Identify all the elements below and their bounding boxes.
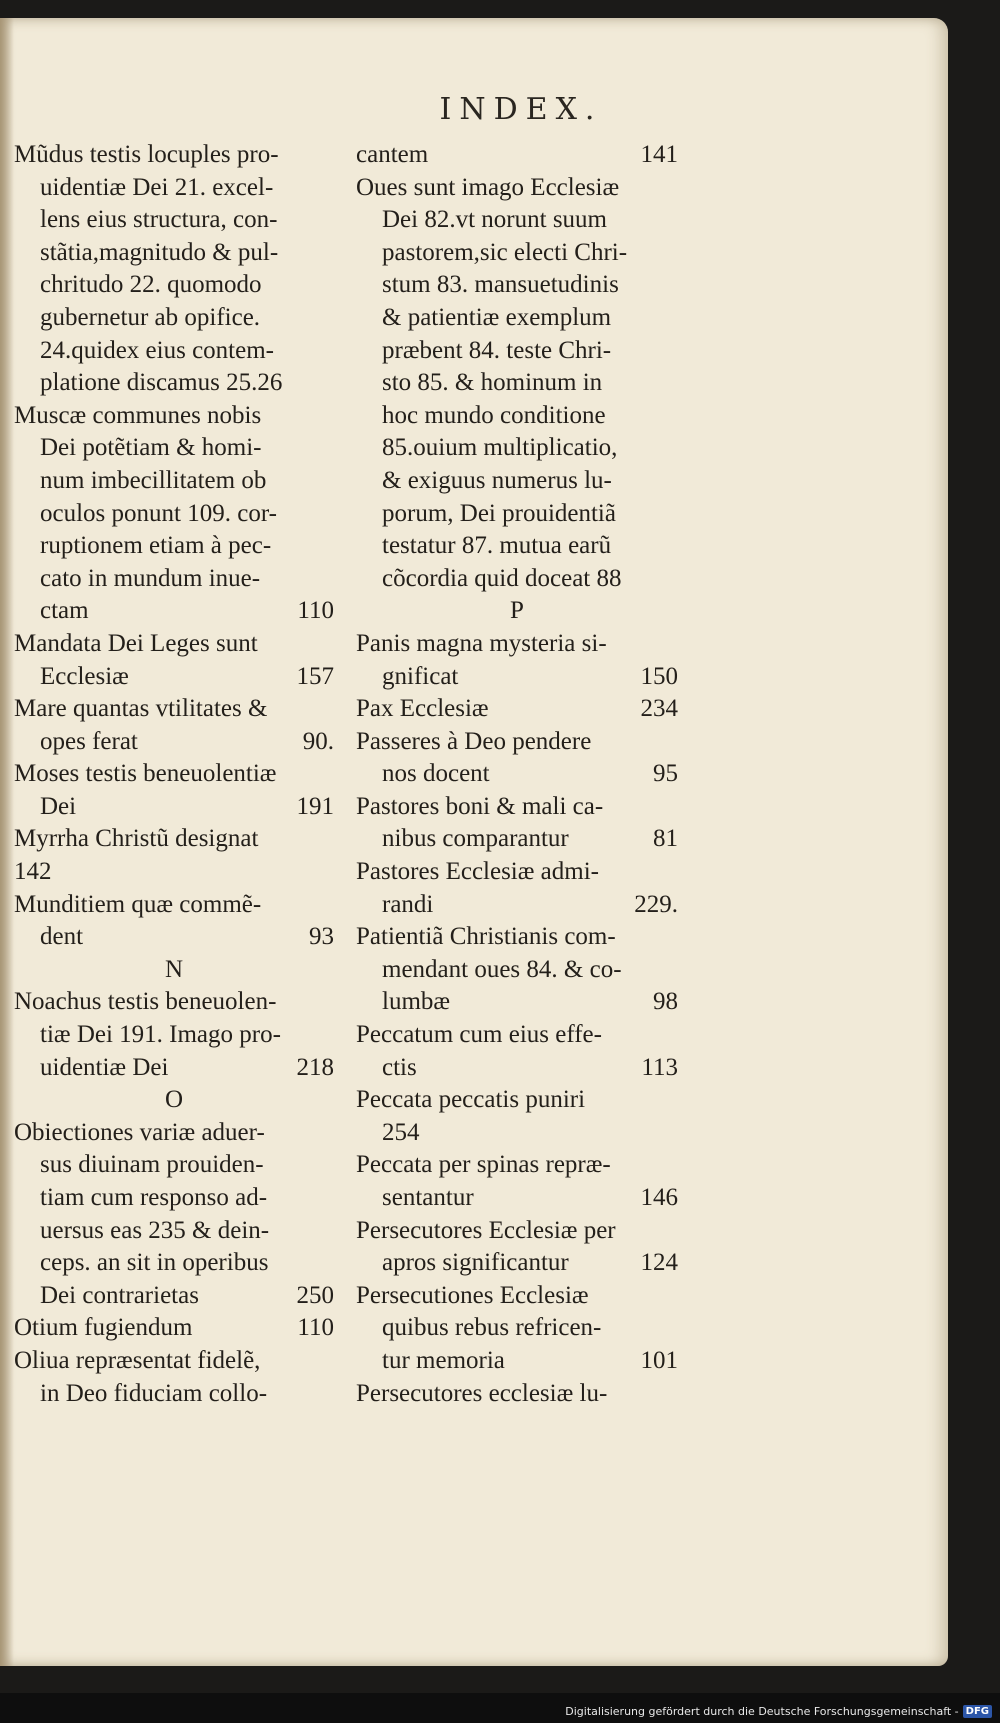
index-entry-line [14, 1345, 334, 1378]
entry-text: Peccatum cum eius effe- [356, 1021, 602, 1049]
entry-page-number: 250 [296, 1281, 334, 1309]
entry-text: Persecutiones Ecclesiæ [356, 1281, 589, 1309]
index-entry-line [14, 563, 334, 596]
entry-text: tiæ Dei 191. Imago pro- [40, 1021, 281, 1049]
index-entry-line [356, 400, 678, 433]
index-letter-heading [14, 954, 334, 987]
entry-text: 85.ouium multiplicatio, [382, 434, 618, 462]
index-entry-line [356, 661, 678, 694]
index-entry-line [356, 1312, 678, 1345]
entry-text: hoc mundo conditione [382, 401, 606, 429]
entry-text: cantem [356, 141, 429, 168]
index-entry-line [356, 954, 678, 987]
entry-text: 254 [382, 1118, 420, 1146]
index-entry-line [356, 172, 678, 205]
entry-text: N [164, 955, 184, 983]
entry-text: lens eius structura, con- [40, 206, 278, 234]
index-entry-line [14, 1247, 334, 1280]
entry-text: testatur 87. mutua earũ [382, 532, 612, 560]
entry-text: Passeres à Deo pendere [356, 727, 592, 755]
index-entry-line [14, 367, 334, 400]
index-entry-line [356, 726, 678, 759]
entry-text: ctam [40, 597, 89, 625]
index-entry-line [14, 335, 334, 368]
index-entry-line [356, 530, 678, 563]
entry-text: P [510, 597, 524, 625]
entry-text: Persecutores ecclesiæ lu- [356, 1379, 608, 1407]
dfg-logo: DFG [963, 1705, 992, 1718]
index-entry-line [356, 986, 678, 1019]
index-entry-line [356, 465, 678, 498]
entry-text: lumbæ [382, 988, 451, 1016]
index-entry-line [356, 498, 678, 531]
index-entry-line [14, 726, 334, 759]
index-entry-line [14, 237, 334, 270]
entry-text: Peccata per spinas repræ- [356, 1151, 611, 1179]
index-entry-line [14, 595, 334, 628]
entry-page-number: 101 [640, 1346, 678, 1374]
entry-text: sentantur [382, 1184, 474, 1211]
index-entry-line [356, 1149, 678, 1182]
entry-text: opes ferat [40, 727, 138, 755]
entry-page-number: 146 [640, 1184, 678, 1211]
entry-text: ceps. an sit in operibus [40, 1249, 269, 1277]
index-entry-line [14, 204, 334, 237]
entry-page-number: 229. [634, 890, 678, 918]
entry-text: Mũdus testis locuples pro- [14, 141, 279, 168]
index-entry-line [14, 1149, 334, 1182]
entry-text: Patientiã Christianis com- [356, 923, 616, 951]
index-entry-line [356, 432, 678, 465]
entry-text: tiam cum responso ad- [40, 1184, 268, 1211]
entry-text: Pastores boni & mali ca- [356, 792, 604, 820]
entry-text: Oues sunt imago Ecclesiæ [356, 173, 620, 201]
entry-text: uidentiæ Dei [40, 1053, 169, 1081]
entry-text: nibus comparantur [382, 825, 569, 853]
entry-text: Muscæ communes nobis [14, 401, 262, 429]
index-entry-line [14, 1312, 334, 1345]
index-entry-line [14, 269, 334, 302]
index-entry-line [14, 693, 334, 726]
index-entry-line [14, 758, 334, 791]
index-entry-line [14, 856, 334, 889]
page-gutter-shadow [0, 18, 14, 1666]
digitization-credit [565, 1705, 992, 1718]
index-entry-line [356, 628, 678, 661]
index-entry-line [356, 563, 678, 596]
page-header-index: INDEX. [439, 92, 603, 127]
index-entry-line [356, 889, 678, 922]
entry-text: & exiguus numerus lu- [382, 466, 612, 494]
entry-page-number: 113 [641, 1053, 678, 1081]
entry-text: O [164, 1086, 184, 1114]
index-entry-line [14, 498, 334, 531]
entry-text: pastorem,sic electi Chri- [382, 238, 628, 266]
index-entry-line [356, 1019, 678, 1052]
entry-page-number: 141 [640, 141, 678, 168]
index-entry-line [356, 823, 678, 856]
entry-text: stãtia,magnitudo & pul- [40, 238, 279, 266]
entry-text: chritudo 22. quomodo [40, 271, 262, 299]
entry-text: Dei contrarietas [40, 1281, 199, 1309]
entry-text: 142 [14, 858, 52, 886]
entry-text: præbent 84. teste Chri- [382, 336, 612, 364]
index-entry-line [14, 1378, 334, 1411]
entry-text: uersus eas 235 & dein- [40, 1216, 270, 1244]
index-letter-heading [356, 595, 678, 628]
entry-page-number: 234 [640, 695, 678, 723]
index-entry-line [14, 302, 334, 335]
index-entry-line [356, 139, 678, 172]
entry-text: gnificat [382, 662, 459, 690]
entry-text: Moses testis beneuolentiæ [14, 760, 277, 788]
index-entry-line [14, 530, 334, 563]
index-entry-line [356, 1215, 678, 1248]
index-entry-line [356, 1052, 678, 1085]
entry-text: Pastores Ecclesiæ admi- [356, 858, 599, 886]
index-letter-heading [14, 1084, 334, 1117]
index-entry-line [14, 791, 334, 824]
index-entry-line [14, 986, 334, 1019]
index-entry-line [356, 921, 678, 954]
index-entry-line [356, 204, 678, 237]
index-entry-line [14, 1182, 334, 1215]
entry-text: Pax Ecclesiæ [356, 695, 489, 723]
entry-text: Mandata Dei Leges sunt [14, 629, 258, 657]
index-entry-line [356, 335, 678, 368]
entry-text: Obiectiones variæ aduer- [14, 1118, 265, 1146]
entry-page-number: 110 [297, 597, 334, 625]
entry-text: num imbecillitatem ob [40, 466, 267, 494]
entry-page-number: 98 [653, 988, 678, 1016]
entry-text: ctis [382, 1053, 417, 1081]
index-column-right [356, 139, 678, 1410]
entry-text: Oliua repræsentat fidelẽ, [14, 1346, 261, 1374]
entry-text: ruptionem etiam à pec- [40, 532, 272, 560]
entry-text: apros significantur [382, 1249, 569, 1277]
entry-text: Munditiem quæ commẽ- [14, 890, 262, 918]
entry-text: Noachus testis beneuolen- [14, 988, 277, 1016]
entry-text: quibus rebus refricen- [382, 1314, 602, 1342]
entry-text: porum, Dei prouidentiã [382, 499, 616, 527]
index-entry-line [14, 432, 334, 465]
entry-page-number: 95 [653, 760, 678, 788]
entry-page-number: 93 [309, 923, 334, 951]
entry-text: Peccata peccatis puniri [356, 1086, 586, 1114]
entry-text: uidentiæ Dei 21. excel- [40, 173, 274, 201]
index-entry-line [14, 1019, 334, 1052]
index-entry-line [14, 1280, 334, 1313]
credit-text: Digitalisierung gefördert durch die Deutsche Forschungsgemeinschaft - [565, 1705, 959, 1718]
index-entry-line [14, 1215, 334, 1248]
entry-text: Persecutores Ecclesiæ per [356, 1216, 616, 1244]
entry-text: Mare quantas vtilitates & [14, 695, 268, 723]
entry-text: mendant oues 84. & co- [382, 955, 622, 983]
index-entry-line [356, 1247, 678, 1280]
index-entry-line [14, 465, 334, 498]
entry-text: randi [382, 890, 434, 918]
entry-text: Dei 82.vt norunt suum [382, 206, 607, 234]
entry-text: Ecclesiæ [40, 662, 129, 690]
entry-page-number: 110 [297, 1314, 334, 1342]
entry-page-number: 157 [296, 662, 334, 690]
entry-text: in Deo fiduciam collo- [40, 1379, 268, 1407]
entry-text: sto 85. & hominum in [382, 369, 603, 397]
index-entry-line [356, 1084, 678, 1117]
index-entry-line [14, 889, 334, 922]
entry-page-number: 90. [302, 727, 334, 755]
entry-text: Dei potẽtiam & homi- [40, 434, 262, 462]
index-entry-line [356, 758, 678, 791]
index-entry-line [356, 269, 678, 302]
entry-text: gubernetur ab opifice. [40, 303, 261, 331]
entry-page-number: 218 [296, 1053, 334, 1081]
entry-page-number: 81 [653, 825, 678, 853]
index-entry-line [14, 823, 334, 856]
index-entry-line [356, 856, 678, 889]
index-entry-line [356, 302, 678, 335]
entry-page-number: 124 [640, 1249, 678, 1277]
entry-text: & patientiæ exemplum [382, 303, 612, 331]
index-entry-line [14, 921, 334, 954]
entry-text: Dei [40, 792, 77, 820]
entry-text: Panis magna mysteria si- [356, 629, 607, 657]
entry-text: stum 83. mansuetudinis [382, 271, 619, 299]
index-entry-line [356, 791, 678, 824]
index-entry-line [14, 661, 334, 694]
index-entry-line [356, 1280, 678, 1313]
index-entry-line [356, 1378, 678, 1411]
entry-page-number: 150 [640, 662, 678, 690]
entry-page-number: 191 [296, 792, 334, 820]
entry-text: tur memoria [382, 1346, 505, 1374]
index-entry-line [356, 693, 678, 726]
index-column-left [14, 139, 334, 1410]
index-entry-line [14, 139, 334, 172]
entry-text: sus diuinam prouiden- [40, 1151, 264, 1179]
index-entry-line [356, 367, 678, 400]
index-entry-line [14, 400, 334, 433]
index-entry-line [14, 1052, 334, 1085]
index-entry-line [14, 172, 334, 205]
index-entry-line [356, 237, 678, 270]
index-entry-line [14, 628, 334, 661]
entry-text: platione discamus 25.26 [40, 369, 283, 397]
index-entry-line [14, 1117, 334, 1150]
index-entry-line [356, 1345, 678, 1378]
entry-text: nos docent [382, 760, 490, 788]
index-entry-line [356, 1117, 678, 1150]
entry-text: 24.quidex eius contem- [40, 336, 274, 364]
entry-text: cato in mundum inue- [40, 564, 261, 592]
entry-text: dent [40, 923, 84, 951]
entry-text: Otium fugiendum [14, 1314, 193, 1342]
entry-text: cõcordia quid doceat 88 [382, 564, 622, 592]
entry-text: oculos ponunt 109. cor- [40, 499, 277, 527]
index-entry-line [356, 1182, 678, 1215]
entry-text: Myrrha Christũ designat [14, 825, 259, 853]
